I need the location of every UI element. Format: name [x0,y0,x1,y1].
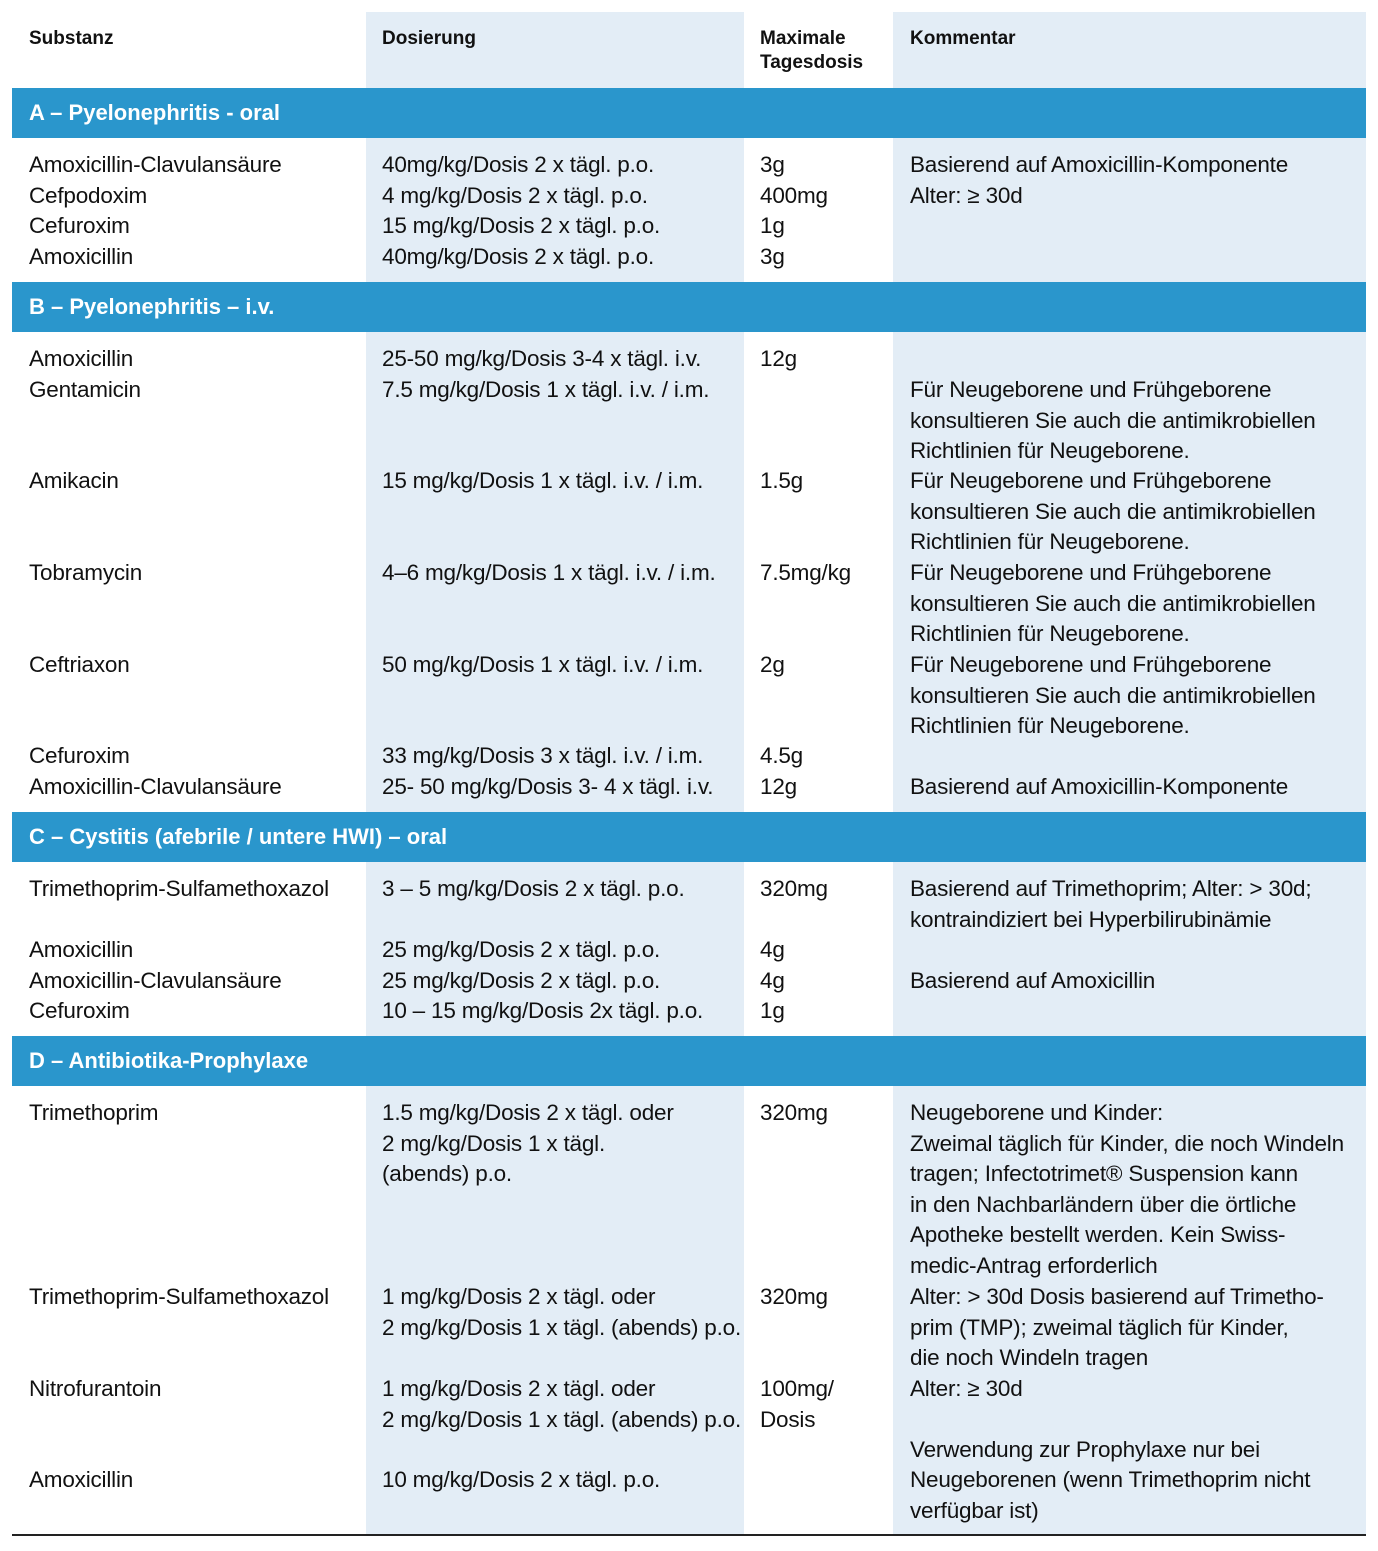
substanz-cell: Trimethoprim-Sulfamethoxazol [29,876,329,901]
max-dose-cell: 7.5mg/kg [760,560,851,585]
kommentar-cell: Für Neugeborene und Frühgeborene konsultieren Sie auch die antimikrobiellen Richtlinien für Neugeborene. [910,468,1316,554]
substanz-cell: Amoxicillin Amoxicillin-Clavulansäure Cefuroxim [29,937,282,1023]
dosierung-cell: 25-50 mg/kg/Dosis 3-4 x tägl. i.v. [382,346,702,371]
section-header-b [12,282,1366,332]
substanz-cell: Trimethoprim [29,1100,159,1125]
max-dose-cell: 100mg/ Dosis [760,1376,834,1432]
kommentar-cell: Alter: ≥ 30d [910,1376,1023,1401]
dosierung-cell: 1 mg/kg/Dosis 2 x tägl. oder 2 mg/kg/Dosis 1 x tägl. (abends) p.o. [382,1284,742,1340]
substanz-cell: Trimethoprim-Sulfamethoxazol [29,1284,329,1309]
kommentar-cell: Für Neugeborene und Frühgeborene konsultieren Sie auch die antimikrobiellen Richtlinien für Neugeborene. [910,560,1316,646]
kommentar-cell: Basierend auf Trimethoprim; Alter: > 30d; kontraindiziert bei Hyperbilirubinämie [910,876,1312,932]
max-dose-cell: 320mg [760,1100,828,1125]
substanz-cell: Amoxicillin [29,346,134,371]
dosierung-cell: 33 mg/kg/Dosis 3 x tägl. i.v. / i.m. 25- 50 mg/kg/Dosis 3- 4 x tägl. i.v. [382,743,714,799]
kommentar-cell: Basierend auf Amoxicillin-Komponente Alter: ≥ 30d [910,152,1289,208]
kommentar-cell: Basierend auf Amoxicillin-Komponente [910,773,1289,799]
section-title: B – Pyelonephritis – i.v. [29,294,275,319]
section-header-d [12,1036,1366,1086]
section-header-c [12,812,1366,862]
max-dose-cell: 4g 4g 1g [760,937,785,1023]
header-dosierung: Dosierung [382,28,476,49]
dosierung-cell: 4–6 mg/kg/Dosis 1 x tägl. i.v. / i.m. [382,560,716,585]
substanz-cell: Nitrofurantoin [29,1376,162,1401]
kommentar-cell: Basierend auf Amoxicillin [910,967,1156,993]
dosage-table [12,12,1366,1536]
dosierung-cell: 1 mg/kg/Dosis 2 x tägl. oder 2 mg/kg/Dosis 1 x tägl. (abends) p.o. [382,1376,742,1432]
max-dose-cell: 2g [760,652,785,677]
kommentar-cell: Verwendung zur Prophylaxe nur bei Neugeborenen (wenn Trimethoprim nicht verfügbar ist) [910,1436,1311,1523]
dosierung-cell: 25 mg/kg/Dosis 2 x tägl. p.o. 25 mg/kg/Dosis 2 x tägl. p.o. 10 – 15 mg/kg/Dosis 2x tägl. p.o. [382,937,704,1023]
header-substanz: Substanz [29,28,114,49]
dosierung-cell: 15 mg/kg/Dosis 1 x tägl. i.v. / i.m. [382,468,704,493]
substanz-cell: Amoxicillin [29,1467,134,1492]
kommentar-cell: Für Neugeborene und Frühgeborene konsultieren Sie auch die antimikrobiellen Richtlinien für Neugeborene. [910,377,1316,463]
header-kommentar: Kommentar [910,28,1016,49]
section-title: C – Cystitis (afebrile / untere HWI) – oral [29,824,448,849]
section-title: D – Antibiotika-Prophylaxe [29,1048,309,1073]
header-max-dose: Maximale Tagesdosis [760,28,864,73]
section-header-a [12,88,1366,138]
dosierung-cell: 40mg/kg/Dosis 2 x tägl. p.o. 4 mg/kg/Dosis 2 x tägl. p.o. 15 mg/kg/Dosis 2 x tägl. p.o. 40mg/kg/Dosis 2 x tägl. p.o. [382,152,661,269]
substanz-cell: Tobramycin [29,560,143,585]
max-dose-cell: 12g [760,346,797,371]
table-header [12,12,1366,86]
substanz-cell: Cefuroxim Amoxicillin-Clavulansäure [29,743,282,799]
dosierung-cell: 50 mg/kg/Dosis 1 x tägl. i.v. / i.m. [382,652,704,677]
substanz-cell: Ceftriaxon [29,652,130,677]
max-dose-cell: 320mg [760,1284,828,1309]
kommentar-cell: Alter: > 30d Dosis basierend auf Trimetho- prim (TMP); zweimal täglich für Kinder, die noch Windeln tragen [910,1284,1324,1370]
section-title: A – Pyelonephritis - oral [29,100,281,125]
max-dose-cell: 1.5g [760,468,803,493]
substanz-cell: Amikacin [29,468,119,493]
kommentar-cell: Neugeborene und Kinder: Zweimal täglich für Kinder, die noch Windeln tragen; Infectotrimet® Suspension kann in den Nachbarländern über die örtliche Apotheke bestellt werden. Kein Swiss- medic-Antrag erforderlich [910,1100,1344,1278]
max-dose-cell: 320mg [760,876,828,901]
dosierung-cell: 7.5 mg/kg/Dosis 1 x tägl. i.v. / i.m. [382,377,710,402]
dosierung-cell: 10 mg/kg/Dosis 2 x tägl. p.o. [382,1467,661,1492]
kommentar-cell: Für Neugeborene und Frühgeborene konsultieren Sie auch die antimikrobiellen Richtlinien für Neugeborene. [910,652,1316,738]
bottom-rule [12,1534,1366,1536]
dosierung-cell: 1.5 mg/kg/Dosis 2 x tägl. oder 2 mg/kg/Dosis 1 x tägl. (abends) p.o. [382,1100,674,1186]
dosierung-cell: 3 – 5 mg/kg/Dosis 2 x tägl. p.o. [382,876,685,901]
substanz-cell: Amoxicillin-Clavulansäure Cefpodoxim Cefuroxim Amoxicillin [29,152,282,269]
max-dose-cell: 4.5g 12g [760,743,803,799]
substanz-cell: Gentamicin [29,377,141,402]
max-dose-cell: 3g 400mg 1g 3g [760,152,828,269]
